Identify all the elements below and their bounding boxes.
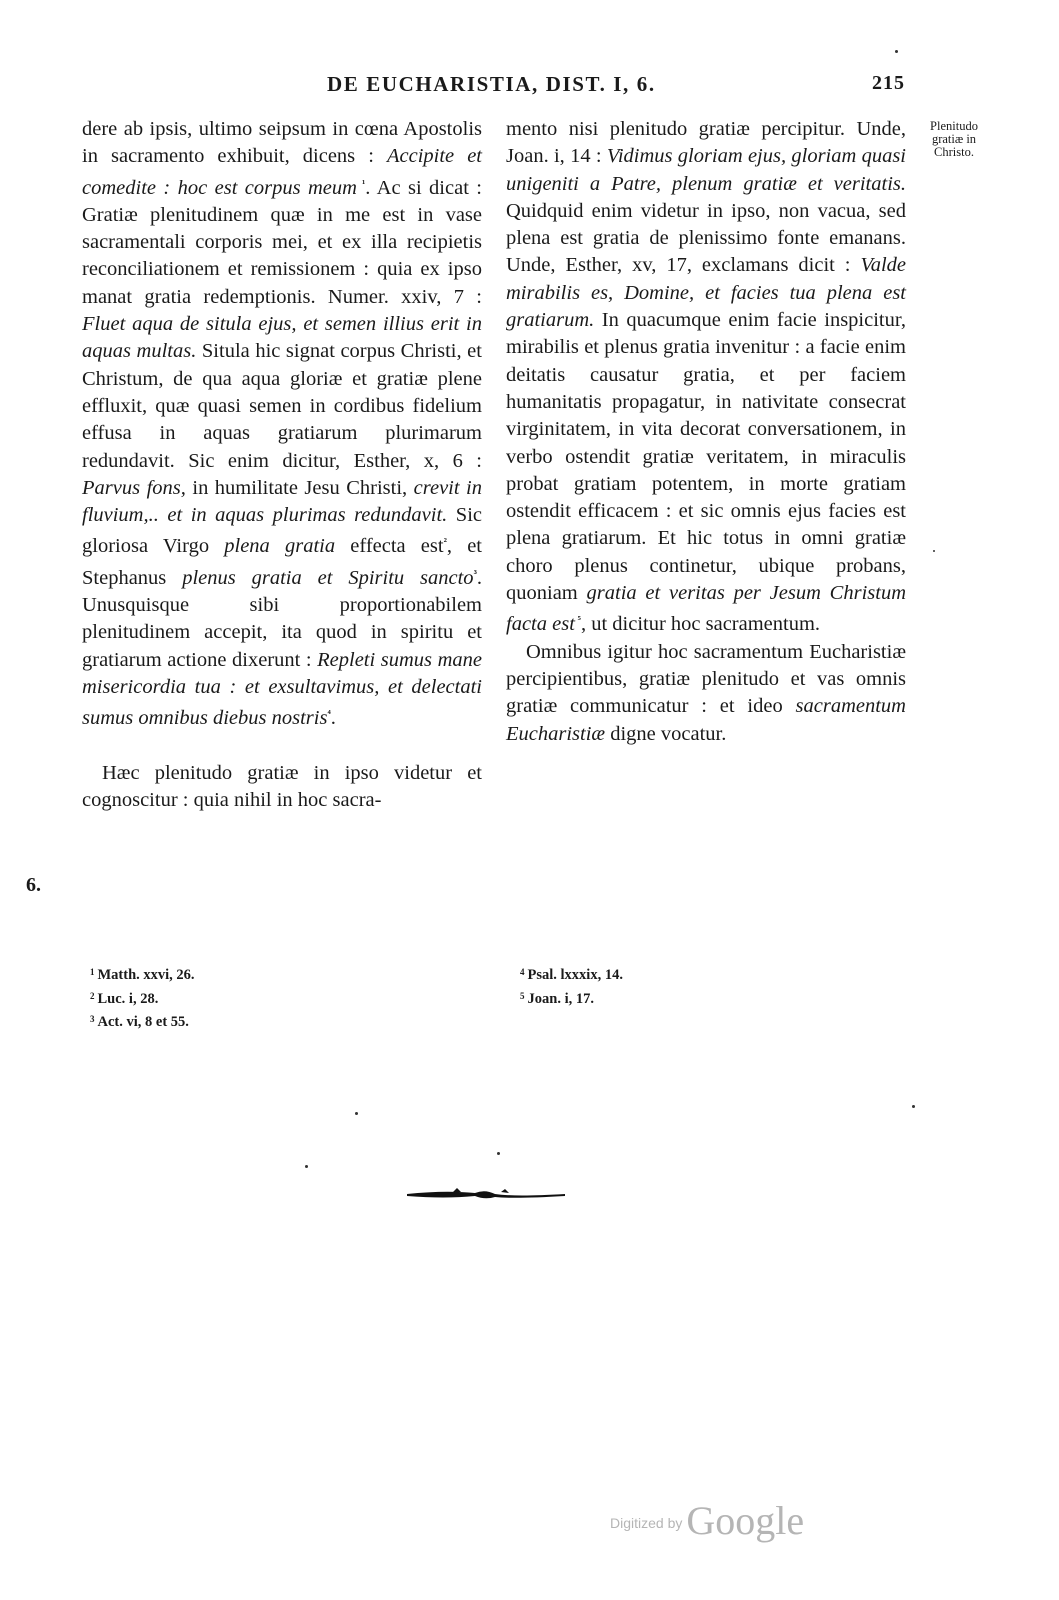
footnote-text: Matth. xxvi, 26.	[97, 967, 195, 983]
ink-speck	[933, 550, 935, 552]
italic-run: Valde mirabilis es, Domine, et facies tua plena est gratiarum.	[506, 254, 906, 332]
text-run: in humilitate Jesu Christi,	[185, 476, 414, 499]
footnote-number: 3	[90, 1014, 95, 1024]
marginal-note-line: Plenitudo	[930, 119, 978, 133]
digitization-watermark	[610, 1497, 830, 1547]
text-run: . Ac si dicat : Gratiæ plenitudinem quæ in me est in vase sacramentali corporis mei, et ex illa recipietis reconciliationem et remissionem : quia ex ipso manat gratia redemptionis. Numer. xxiv, 7 :	[82, 176, 482, 308]
running-head: DE EUCHARISTIA, DIST. I, 6.	[327, 72, 656, 96]
text-run: , et Stephanus	[82, 535, 482, 589]
footnote-text: Psal. lxxxix, 14.	[527, 967, 623, 983]
footnote-text: Luc. i, 28.	[97, 990, 159, 1007]
text-paragraph	[82, 760, 482, 815]
ink-speck	[355, 1112, 358, 1115]
text-run: .	[330, 707, 336, 730]
text-run: Omnibus igitur hoc sacramentum Eucharistiæ percipientibus, gratiæ plenitudo et vas omnis gratiæ communicatur : et ideo	[506, 640, 906, 718]
text-run: Sic gloriosa Virgo	[82, 504, 482, 558]
italic-run: crevit in fluvium,.. et in aquas plurimas redundavit.	[82, 476, 482, 527]
text-run: In quacumque enim facie inspicitur, mirabilis et plenus gratia invenitur : a facie enim deitatis causatur gratia, et per faciem humanitatis propagatur, in nativitate consecrat virginitatem, in vita decorat conversationem, in verbo ostendit gratiæ veritatem, in miraculis probat gratiam potentem, in morte gratiam ostendit efficacem : et sic omnis ejus facies est plena gratiarum. Et hic totus in omni gratiæ choro plenus continetur, ubique probans, quoniam	[506, 309, 906, 605]
ink-speck	[895, 50, 898, 53]
italic-run: plena gratia	[224, 535, 336, 558]
italic-run: Accipite et comedite : hoc est corpus meum	[82, 145, 482, 199]
text-run: . Unusquisque sibi proportionabilem plenitudinem accepit, ita quod in spiritu et gratiarum actione dixerunt :	[82, 566, 482, 671]
ink-speck	[497, 1152, 500, 1155]
text-run: dere ab ipsis, ultimo seipsum in cœna Apostolis in sacramento exhibuit, dicens :	[82, 118, 482, 168]
text-paragraph	[506, 116, 906, 639]
tailpiece-ornament	[405, 1184, 567, 1204]
marginal-note-line: Christo.	[934, 145, 974, 159]
footnote	[520, 986, 623, 1010]
text-paragraph	[82, 116, 482, 733]
footnote-text: Joan. i, 17.	[527, 990, 594, 1007]
text-run: mento nisi plenitudo gratiæ percipitur. Unde, Joan. i, 14 :	[506, 118, 906, 168]
text-run: Situla hic signat corpus Christi, et Christum, de qua aqua gloriæ et gratiæ plene effluxit, quæ quasi semen in cordibus fidelium effusa in aquas gratiarum plurimarum redundavit. Sic enim dicitur, Esther, x, 6 :	[82, 340, 482, 472]
text-run: Hæc plenitudo gratiæ in ipso videtur et cognoscitur : quia nihil in hoc sacra-	[82, 761, 482, 811]
footnote	[90, 962, 195, 986]
text-run: Quidquid enim videtur in ipso, non vacua, sed plena est gratia de plenissimo fonte emanans. Unde, Esther, xv, 17, exclamans dicit :	[506, 199, 906, 277]
text-run: digne vocatur.	[605, 722, 727, 745]
text-run: effecta est	[335, 535, 444, 558]
page-number: 215	[872, 72, 905, 94]
ink-speck	[912, 1105, 915, 1108]
text-paragraph	[506, 639, 906, 748]
footnote	[90, 1009, 195, 1033]
italic-run: gratia et veritas per Jesum Christum facta est	[506, 582, 907, 636]
footnote-number: 5	[520, 990, 525, 1001]
italic-run: Parvus fons,	[82, 476, 186, 499]
footnote-ref: ³	[473, 567, 477, 580]
footnote	[520, 962, 623, 986]
footnote-ref: ²	[443, 536, 447, 549]
italic-run: Vidimus gloriam ejus, gloriam quasi unigeniti a Patre, plenum gratiæ et veritatis.	[506, 145, 906, 195]
footnote-ref: ⁴	[327, 708, 331, 721]
footnote-ref: ⁵	[574, 614, 581, 627]
footnote-number: 2	[90, 990, 95, 1001]
italic-run: plenus gratia et Spiritu sancto	[182, 566, 474, 589]
footnote-ref: ¹	[356, 177, 366, 190]
footnotes-right	[520, 962, 623, 1009]
marginal-note-line: gratiæ in	[931, 132, 977, 146]
italic-run: sacramentum Eucharistiæ	[506, 695, 906, 745]
marginal-note	[912, 120, 996, 159]
footnote-number: 4	[520, 967, 525, 977]
footnotes-left	[90, 962, 195, 1033]
section-number: 6.	[26, 874, 41, 896]
footnote-text: Act. vi, 8 et 55.	[97, 1014, 189, 1030]
italic-run: Fluet aqua de situla ejus, et semen illius erit in aquas multas.	[82, 313, 482, 363]
footnote-number: 1	[90, 967, 95, 977]
watermark-label: Digitized by	[610, 1515, 683, 1531]
text-run: , ut dicitur hoc sacramentum.	[580, 613, 821, 636]
left-text-column	[82, 116, 482, 814]
ink-speck	[305, 1165, 308, 1168]
italic-run: Repleti sumus mane misericordia tua : et exsultavimus, et delectati sumus omnibus diebus nostris	[82, 648, 482, 730]
google-logo: Google	[686, 1498, 805, 1543]
right-text-column	[506, 116, 906, 748]
footnote	[90, 986, 195, 1010]
